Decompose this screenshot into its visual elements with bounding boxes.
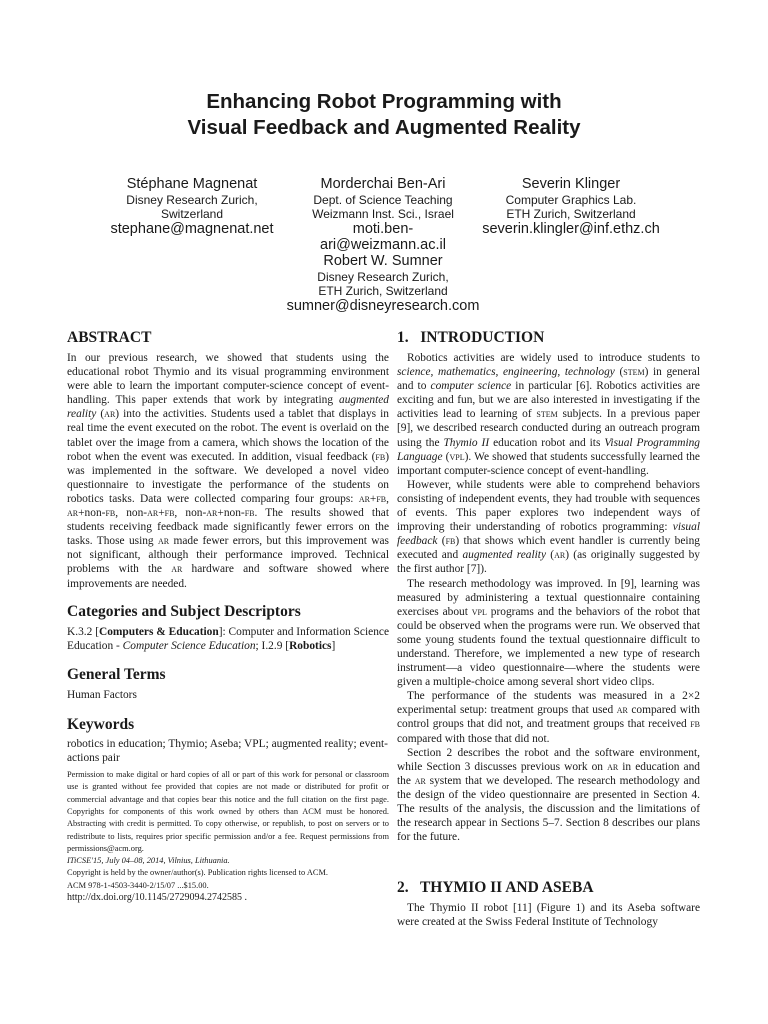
- author-block-magnenat: [92, 176, 292, 237]
- abstract-heading: ABSTRACT: [67, 329, 152, 346]
- author-affiliation: Dept. of Science Teaching: [313, 193, 453, 207]
- venue-text: [67, 855, 389, 867]
- author-email[interactable]: severin.klingler@inf.ethz.ch: [482, 221, 660, 237]
- author-block-klinger: [466, 176, 676, 237]
- author-block-ben-ari: [283, 176, 483, 253]
- author-affiliation: Weizmann Inst. Sci., Israel: [312, 207, 454, 221]
- introduction-heading: 1. INTRODUCTION: [397, 329, 545, 346]
- title-line-2: Visual Feedback and Augmented Reality: [187, 116, 581, 139]
- isbn-text: ACM 978-1-4503-3440-2/15/07 ...$15.00.: [67, 880, 209, 890]
- thymio-heading: 2. THYMIO II AND ASEBA: [397, 879, 594, 897]
- categories-text: K.3.2 [Computers & Education]: Computer and Information Science Education - Computer Science Education; I.2.9 [Robotics]: [67, 625, 390, 652]
- abstract-text: In our previous research, we showed that students using the educational robot Thymio and its visual programming environment were able to learn the important computer-science concept of event-handling. This paper extends that work by integrating augmented reality (ar) into the activities. Students used a tablet that displays in real time the event executed on the robot. The event is overlaid on the tablet over the image from a camera, which shows the location of the robot when the event was executed. In addition, visual feedback (fb) was implemented in the software. We developed a novel video questionnaire to investigate the performance of the students on robotics tasks. Data were collected comparing four groups: ar+fb, ar+non-fb, non-ar+fb, non-ar+non-fb. The results showed that students receiving feedback made significantly fewer errors on the tasks. Those using ar made fewer errors, but this improvement was not significant, although their performance improved. Technical problems with the ar hardware and software showed where improvements are needed.: [67, 352, 389, 590]
- author-email-continued[interactable]: ari@weizmann.ac.il: [320, 237, 446, 253]
- right-column: [397, 328, 700, 929]
- intro-paragraph-3: The research methodology was improved. In [9], learning was measured by administering a textual questionnaire containing exercises about vpl programs and the behaviors of the robot that could be observed when the programs were run. We observed that some young students found the textual questionnaire difficult to understand. Therefore, we implemented a new type of research instrument—a video questionnaire—where the students were given a multiple-choice among several short video clips.: [397, 577, 700, 689]
- intro-paragraph-5: Section 2 describes the robot and the software environment, while Section 3 discusses previous work on ar in education and the ar system that we developed. The research methodology and the design of the video questionnaire are presented in Section 4. The results of the analysis, the discussion and the limitations of the research appear in Sections 5–7. Section 8 describes our plans for the future.: [397, 746, 700, 844]
- paper-title: [0, 89, 768, 141]
- author-email[interactable]: stephane@magnenat.net: [110, 221, 274, 237]
- keywords-heading: Keywords: [67, 715, 135, 733]
- general-terms-text: Human Factors: [67, 688, 137, 701]
- doi-link[interactable]: http://dx.doi.org/10.1145/2729094.2742585 .: [67, 892, 248, 904]
- venue-label: ITiCSE'15, July 04–08, 2014, Vilnius, Lithuania.: [67, 856, 230, 866]
- left-column: [67, 328, 389, 904]
- author-name: Stéphane Magnenat: [126, 176, 258, 192]
- permission-block: [67, 769, 389, 904]
- keywords-text: robotics in education; Thymio; Aseba; VPL; augmented reality; event-actions pair: [67, 737, 388, 764]
- author-affiliation: Switzerland: [160, 207, 224, 221]
- author-affiliation: Computer Graphics Lab.: [505, 193, 637, 207]
- categories-heading: Categories and Subject Descriptors: [67, 602, 301, 620]
- author-affiliation: Disney Research Zurich,: [126, 193, 258, 207]
- author-email[interactable]: sumner@disneyresearch.com: [286, 298, 480, 314]
- copyright-text: Copyright is held by the owner/author(s). Publication rights licensed to ACM.: [67, 868, 328, 878]
- author-name: Severin Klinger: [521, 176, 621, 192]
- permission-text: Permission to make digital or hard copies of all or part of this work for personal or classroom use is granted without fee provided that copies are not made or distributed for profit or commercial advantage and that copies bear this notice and the full citation on the first page. Copyrights for components of this work owned by others than ACM must be honored. Abstracting with credit is permitted. To copy otherwise, or republish, to post on servers or to redistribute to lists, requires prior specific permission and/or a fee. Request permissions from permissions@acm.org.: [67, 770, 389, 853]
- author-affiliation: ETH Zurich, Switzerland: [318, 284, 448, 298]
- author-name: Morderchai Ben-Ari: [320, 176, 446, 192]
- author-block-sumner: [283, 253, 483, 314]
- author-affiliation: Disney Research Zurich,: [317, 270, 449, 284]
- general-terms-heading: General Terms: [67, 665, 166, 683]
- author-affiliation: ETH Zurich, Switzerland: [506, 207, 636, 221]
- author-email[interactable]: moti.ben-: [352, 221, 414, 237]
- intro-paragraph-2: However, while students were able to comprehend behaviors consisting of independent events, they had trouble with sequences of events. This paper explores two independent ways of improving their understanding of robotics programming: visual feedback (fb) that shows which event handler is currently being executed and augmented reality (ar) (as originally suggested by the first author [7]).: [397, 478, 700, 576]
- thymio-paragraph-1: The Thymio II robot [11] (Figure 1) and its Aseba software were created at the Swiss Federal Institute of Technology: [397, 902, 700, 929]
- intro-paragraph-4: The performance of the students was measured in a 2×2 experimental setup: treatment groups that used ar compared with control groups that did not, and treatment groups that received fb compared with those that did not.: [397, 690, 701, 745]
- title-line-1: Enhancing Robot Programming with: [206, 90, 562, 113]
- intro-paragraph-1: Robotics activities are widely used to introduce students to science, mathematics, engineering, technology (stem) in general and to computer science in particular [6]. Robotics activities are exciting and fun, but we are also interested in investigating if the activities lead to learning of stem subjects. In a previous paper [9], we described research conducted during an outreach program using the Thymio II education robot and its Visual Programming Language (vpl). We showed that students successfully learned the important computer-science concept of event-handling.: [397, 352, 700, 477]
- author-name: Robert W. Sumner: [323, 253, 443, 269]
